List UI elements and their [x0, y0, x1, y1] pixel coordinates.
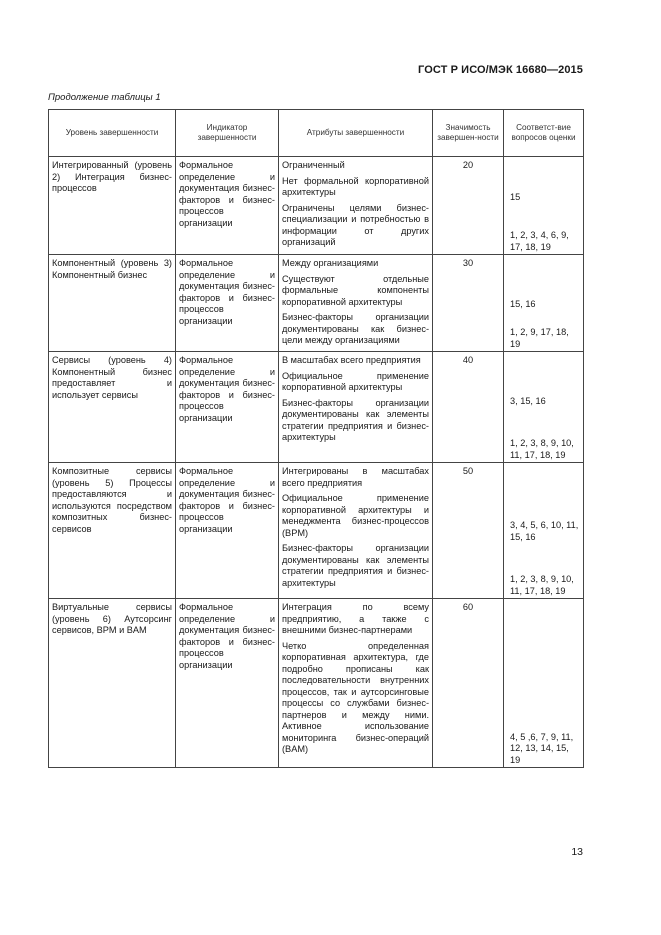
column-header-attributes: Атрибуты завершенности — [279, 110, 433, 157]
table-row — [49, 157, 584, 255]
column-header-questions: Соответст-вие вопросов оценки — [504, 110, 584, 157]
questions-secondary: 1, 2, 3, 4, 6, 9, 17, 18, 19 — [510, 230, 569, 252]
attribute-text: Бизнес-факторы организации документированы как элементы стратегии предприятия и бизнес-архитектуры — [282, 397, 429, 442]
column-header-level: Уровень завершенности — [49, 110, 176, 157]
table-caption: Продолжение таблицы 1 — [48, 92, 161, 103]
attribute-text: В масштабах всего предприятия — [282, 355, 421, 365]
indicator-cell: Формальное определение и документация бизнес-факторов и бизнес-процессов организации — [176, 157, 279, 255]
attribute-text: Ограничены целями бизнес-специализации и потребностью в информации от других организаций — [282, 202, 429, 247]
indicator-cell: Формальное определение и документация бизнес-факторов и бизнес-процессов организации — [176, 255, 279, 352]
significance-cell: 30 — [433, 255, 504, 352]
questions-cell — [504, 463, 584, 599]
table-row — [49, 255, 584, 352]
attribute-text: Бизнес-факторы организации документированы как элементы стратегии предприятия и бизнес-архитектуры — [282, 543, 429, 588]
level-cell: Интегрированный (уровень 2) Интеграция бизнес-процессов — [49, 157, 176, 255]
attribute-text: Бизнес-факторы организации документированы как бизнес-цели между организациями — [282, 312, 429, 345]
questions-cell — [504, 599, 584, 768]
attribute-text: Ограниченный — [282, 160, 345, 170]
attribute-text: Интегрированы в масштабах всего предприятия — [282, 466, 429, 488]
attribute-text: Нет формальной корпоративной архитектуры — [282, 175, 429, 197]
indicator-cell: Формальное определение и документация бизнес-факторов и бизнес-процессов организации — [176, 352, 279, 463]
level-cell: Композитные сервисы (уровень 5) Процессы предоставляются и используются посредством композитных бизнес-сервисов — [49, 463, 176, 599]
questions-secondary: 1, 2, 3, 8, 9, 10, 11, 17, 18, 19 — [510, 438, 574, 460]
completeness-table — [48, 109, 584, 768]
significance-cell: 20 — [433, 157, 504, 255]
attribute-text: Четко определенная корпоративная архитектура, где подробно прописаны как последовательности внутренних процессов, так и аутсорсинговые процессы со службами бизнес-партнеров и между ними. Активное использование мониторинга бизнес-операций (BAM) — [282, 640, 429, 754]
questions-primary: 3, 15, 16 — [510, 396, 546, 406]
document-code: ГОСТ Р ИСО/МЭК 16680—2015 — [418, 64, 583, 76]
table-row — [49, 463, 584, 599]
attribute-text: Существуют отдельные формальные компоненты корпоративной архитектуры — [282, 273, 429, 307]
attributes-cell — [279, 352, 433, 463]
attribute-text: Официальное применение корпоративной архитектуры и менеджмента бизнес-процессов (BPM) — [282, 493, 429, 538]
attribute-text: Интеграция по всему предприятию, а также с внешними бизнес-партнерами — [282, 602, 429, 635]
level-cell: Виртуальные сервисы (уровень 6) Аутсорсинг сервисов, BPM и BAM — [49, 599, 176, 768]
questions-primary: 15 — [510, 192, 521, 202]
questions-cell — [504, 157, 584, 255]
table-row — [49, 352, 584, 463]
attributes-cell — [279, 599, 433, 768]
questions-primary: 15, 16 — [510, 299, 536, 309]
attribute-text: Между организациями — [282, 258, 379, 268]
significance-cell: 50 — [433, 463, 504, 599]
table-row — [49, 599, 584, 768]
attributes-cell — [279, 157, 433, 255]
attribute-text: Официальное применение корпоративной архитектуры — [282, 370, 429, 392]
attributes-cell — [279, 463, 433, 599]
column-header-significance: Значимость завершен-ности — [433, 110, 504, 157]
questions-secondary: 4, 5 ,6, 7, 9, 11, 12, 13, 14, 15, 19 — [510, 731, 574, 765]
significance-cell: 40 — [433, 352, 504, 463]
level-cell: Компонентный (уровень 3) Компонентный бизнес — [49, 255, 176, 352]
significance-cell: 60 — [433, 599, 504, 768]
indicator-cell: Формальное определение и документация бизнес-факторов и бизнес-процессов организации — [176, 599, 279, 768]
level-cell: Сервисы (уровень 4) Компонентный бизнес предоставляет и использует сервисы — [49, 352, 176, 463]
questions-secondary: 1, 2, 9, 17, 18, 19 — [510, 327, 569, 349]
questions-primary: 3, 4, 5, 6, 10, 11, 15, 16 — [510, 520, 579, 542]
indicator-cell: Формальное определение и документация бизнес-факторов и бизнес-процессов организации — [176, 463, 279, 599]
column-header-indicator: Индикатор завершенности — [176, 110, 279, 157]
attributes-cell — [279, 255, 433, 352]
questions-cell — [504, 352, 584, 463]
page-number: 13 — [571, 846, 583, 858]
questions-secondary: 1, 2, 3, 8, 9, 10, 11, 17, 18, 19 — [510, 574, 574, 596]
questions-cell — [504, 255, 584, 352]
table-header-row — [49, 110, 584, 157]
